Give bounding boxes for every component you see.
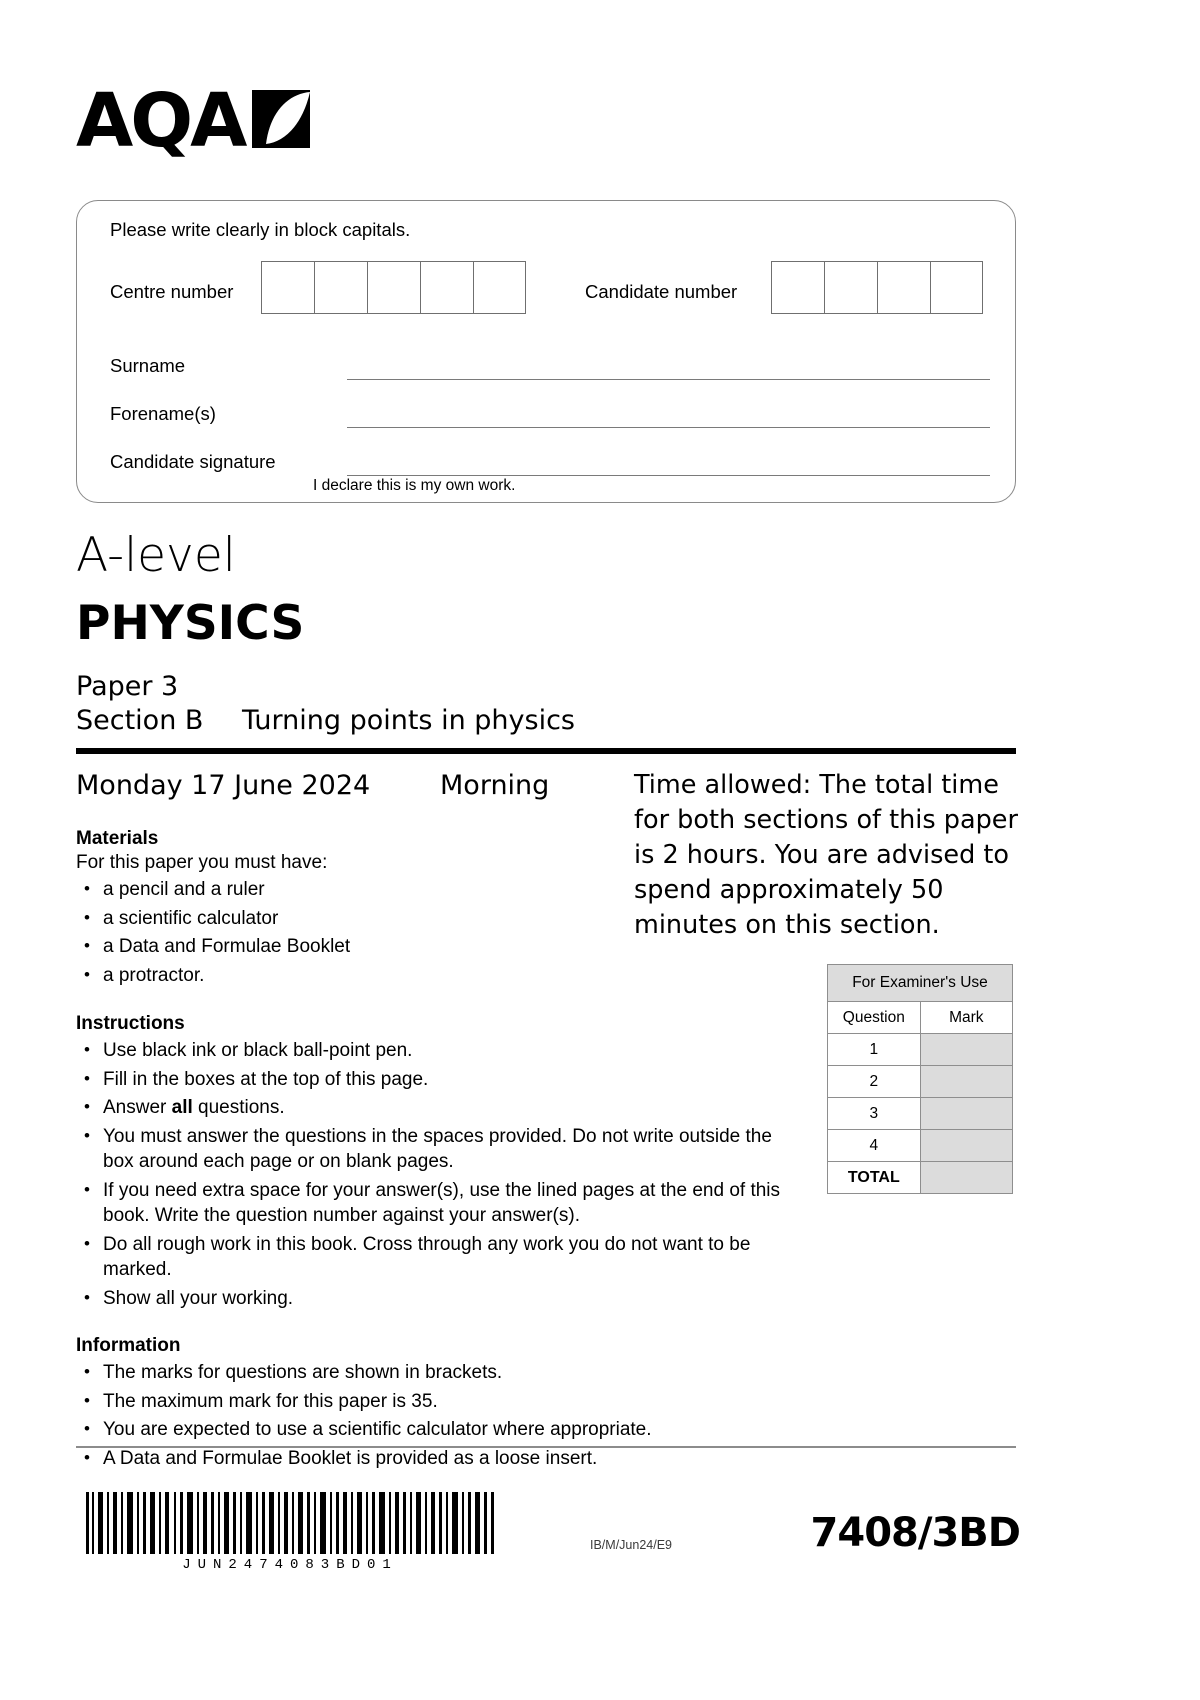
information-list: [76, 1360, 806, 1471]
centre-number-cell[interactable]: [314, 261, 367, 314]
instructions-list: [76, 1038, 806, 1311]
table-row: [828, 1162, 1013, 1194]
declaration-text: I declare this is my own work.: [313, 477, 516, 494]
list-item: • Use black ink or black ball-point pen.: [76, 1038, 806, 1064]
list-item: • Do all rough work in this book. Cross through any work you do not want to be marked.: [76, 1232, 806, 1283]
list-item: • The marks for questions are shown in brackets.: [76, 1360, 806, 1386]
footer-divider: [76, 1446, 1016, 1448]
materials-heading: Materials: [76, 828, 159, 849]
subject-title: PHYSICS: [76, 596, 305, 651]
centre-number-cell[interactable]: [420, 261, 473, 314]
list-item: [76, 1095, 806, 1121]
paper-number: Paper 3: [76, 671, 179, 702]
instructions-heading: Instructions: [76, 1013, 185, 1034]
paper-reference-code: 7408/3BD: [810, 1510, 1020, 1556]
table-row: [828, 1098, 1013, 1130]
surname-input[interactable]: [347, 379, 990, 380]
list-item: • Fill in the boxes at the top of this page.: [76, 1067, 806, 1093]
list-item: • a scientific calculator: [76, 906, 806, 932]
list-item: • A Data and Formulae Booklet is provided as a loose insert.: [76, 1446, 806, 1472]
centre-number-cell[interactable]: [261, 261, 314, 314]
candidate-number-label: Candidate number: [585, 281, 738, 302]
total-label: TOTAL: [828, 1162, 921, 1194]
mark-entry[interactable]: [920, 1098, 1012, 1130]
aqa-logo-text: AQA: [76, 78, 245, 164]
mark-entry[interactable]: [920, 1130, 1012, 1162]
forenames-label: Forename(s): [110, 403, 216, 424]
mark-entry[interactable]: [920, 1066, 1012, 1098]
centre-number-label: Centre number: [110, 281, 234, 302]
question-number: 1: [828, 1034, 921, 1066]
candidate-signature-label: Candidate signature: [110, 451, 276, 472]
centre-number-input[interactable]: [261, 261, 526, 314]
table-row: [828, 1066, 1013, 1098]
examiner-table-title: For Examiner's Use: [828, 965, 1013, 1002]
paper-title-block: [76, 528, 575, 738]
answer-prefix: Answer: [103, 1097, 172, 1118]
mark-entry[interactable]: [920, 1034, 1012, 1066]
information-heading: Information: [76, 1335, 181, 1356]
ib-code: IB/M/Jun24/E9: [590, 1538, 672, 1552]
table-row: [828, 1002, 1013, 1034]
column-header-question: Question: [828, 1002, 921, 1034]
question-number: 2: [828, 1066, 921, 1098]
list-item: • You are expected to use a scientific calculator where appropriate.: [76, 1417, 806, 1443]
answer-suffix: questions.: [192, 1097, 285, 1118]
list-item: • If you need extra space for your answer(s), use the lined pages at the end of this book. Write the question number against your answer(s).: [76, 1178, 806, 1229]
list-item: • a pencil and a ruler: [76, 877, 806, 903]
total-mark-entry[interactable]: [920, 1162, 1012, 1194]
centre-number-cell[interactable]: [473, 261, 526, 314]
list-item: • a protractor.: [76, 963, 806, 989]
exam-date: Monday 17 June 2024: [76, 770, 371, 801]
signature-field-row: [110, 445, 990, 489]
aqa-leaf-icon: [250, 88, 312, 155]
barcode-image: [86, 1492, 494, 1554]
qualification-level: A-level: [76, 528, 236, 583]
candidate-details-box: [76, 200, 1016, 503]
examiner-use-table: [827, 964, 1013, 1194]
forenames-field-row: [110, 397, 990, 441]
table-row: [828, 1034, 1013, 1066]
column-header-mark: Mark: [920, 1002, 1012, 1034]
left-content-column: [76, 828, 806, 1471]
list-item: • You must answer the questions in the spaces provided. Do not write outside the box around each page or on blank pages.: [76, 1124, 806, 1175]
table-row: [828, 965, 1013, 1002]
block-capitals-instruction: Please write clearly in block capitals.: [110, 219, 411, 240]
candidate-number-input[interactable]: [771, 261, 983, 314]
materials-list: [76, 877, 806, 988]
list-item: • Show all your working.: [76, 1286, 806, 1312]
candidate-number-cell[interactable]: [877, 261, 930, 314]
time-allowed-text: Time allowed: The total time for both sections of this paper is 2 hours. You are advised to spend approximately 50 minutes on this section.: [634, 770, 1018, 940]
table-row: [828, 1130, 1013, 1162]
surname-label: Surname: [110, 355, 186, 376]
exam-session: Morning: [440, 770, 550, 801]
section-line: [76, 704, 575, 738]
section-label: Section B: [76, 705, 204, 736]
centre-number-cell[interactable]: [367, 261, 420, 314]
candidate-number-cell[interactable]: [771, 261, 824, 314]
all-emphasis: all: [171, 1097, 193, 1118]
question-number: 4: [828, 1130, 921, 1162]
candidate-signature-input[interactable]: [347, 475, 990, 476]
surname-field-row: [110, 349, 990, 393]
barcode-digits: JUN2474083BD01: [182, 1557, 398, 1573]
candidate-number-cell[interactable]: [930, 261, 983, 314]
list-item: • a Data and Formulae Booklet: [76, 934, 806, 960]
materials-subheading: For this paper you must have:: [76, 852, 328, 873]
header-divider: [76, 748, 1016, 754]
list-item: • The maximum mark for this paper is 35.: [76, 1389, 806, 1415]
candidate-number-cell[interactable]: [824, 261, 877, 314]
forenames-input[interactable]: [347, 427, 990, 428]
question-number: 3: [828, 1098, 921, 1130]
section-topic: Turning points in physics: [242, 705, 575, 736]
aqa-logo: [76, 78, 312, 164]
